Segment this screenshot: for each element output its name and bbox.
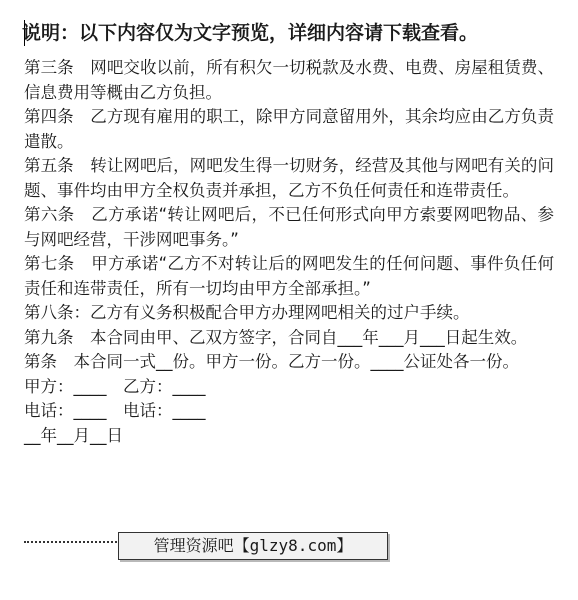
contract-body xyxy=(24,56,554,448)
clause-8: 第八条：乙方有义务积极配合甲方办理网吧相关的过户手续。 xyxy=(24,303,470,322)
date-line: __年__月__日 xyxy=(24,425,123,445)
party-signature-line: 甲方：____ 乙方：____ xyxy=(24,376,206,396)
clause-3: 第三条 网吧交收以前，所有积欠一切税款及水费、电费、房屋租赁费、信息费用等概由乙方负担。 xyxy=(24,58,554,102)
clause-5: 第五条 转让网吧后，网吧发生得一切财务，经营及其他与网吧有关的问题、事件均由甲方全权负责并承担，乙方不负任何责任和连带责任。 xyxy=(24,156,554,200)
clause-copies: 第条 本合同一式__份。甲方一份。乙方一份。____公证处各一份。 xyxy=(24,352,519,371)
clause-4: 第四条 乙方现有雇用的职工，除甲方同意留用外，其余均应由乙方负责遣散。 xyxy=(24,107,554,151)
clause-7: 第七条 甲方承诺“乙方不对转让后的网吧发生的任何问题、事件负任何责任和连带责任，所有一切均由甲方全部承担。” xyxy=(24,254,554,298)
phone-line: 电话：____ 电话：____ xyxy=(24,401,206,420)
preview-notice: 说明：以下内容仅为文字预览，详细内容请下载查看。 xyxy=(22,22,479,44)
source-watermark-badge: 管理资源吧【glzy8.com】 xyxy=(118,532,388,560)
clause-6: 第六条 乙方承诺“转让网吧后，不已任何形式向甲方索要网吧物品、参与网吧经营，干涉网吧事务。” xyxy=(24,205,554,249)
footer-dotted-leader xyxy=(24,541,120,546)
clause-9: 第九条 本合同由甲、乙双方签字，合同自___年___月___日起生效。 xyxy=(24,327,528,347)
